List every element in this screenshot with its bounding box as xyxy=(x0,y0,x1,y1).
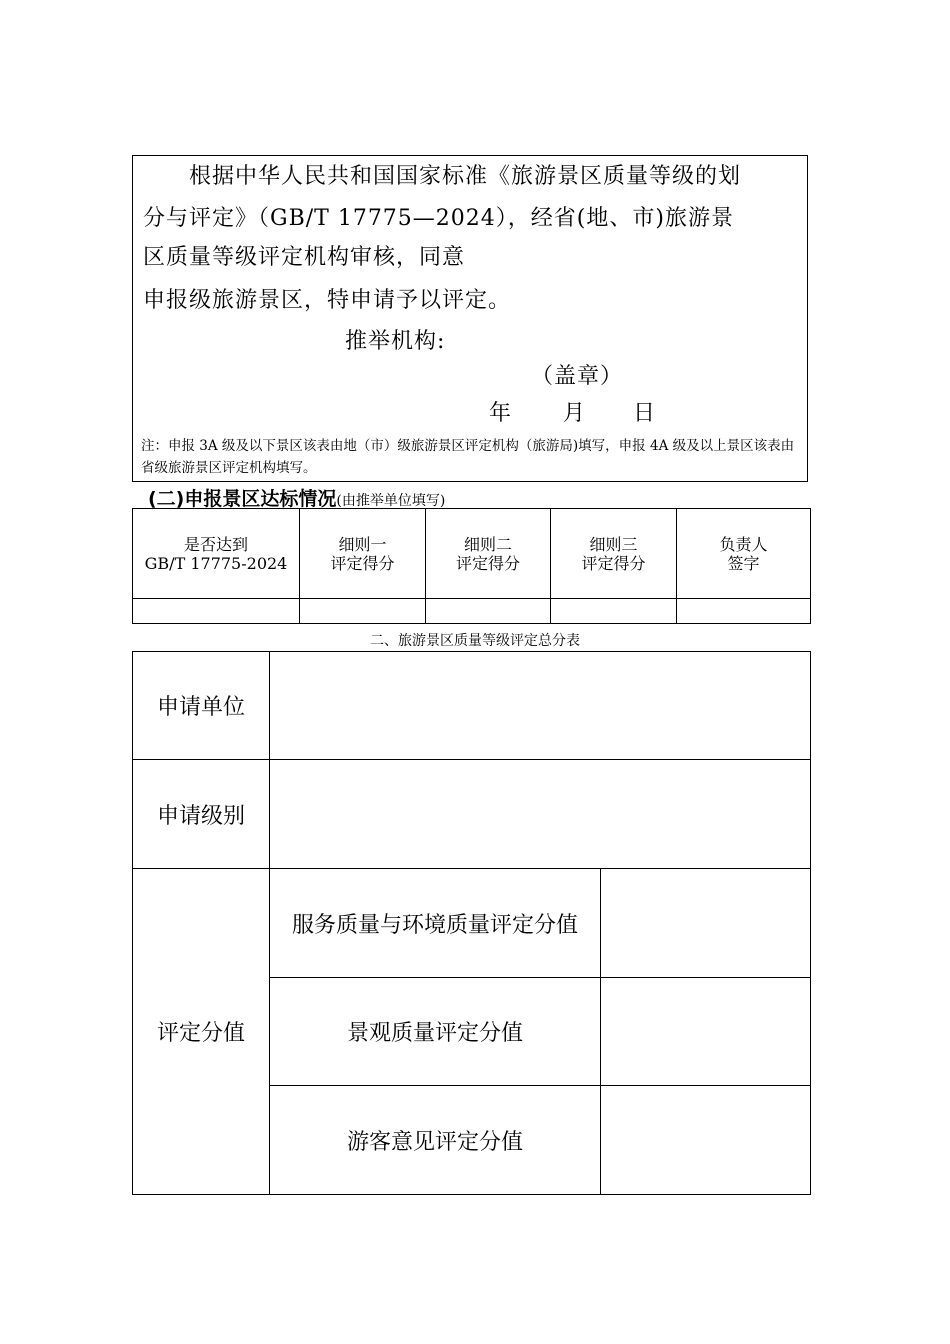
level-label: 申请级别 xyxy=(133,760,270,869)
recommending-org-label: 推举机构: xyxy=(345,329,446,354)
rule-1-score-cell[interactable] xyxy=(300,599,426,624)
section-title xyxy=(148,484,445,511)
level-row xyxy=(133,760,811,869)
rule-2-score-cell[interactable] xyxy=(426,599,551,624)
score-service-value[interactable] xyxy=(601,869,811,978)
date-month: 月 xyxy=(563,401,587,426)
recommendation-line-2: 分与评定》（GB/T 17775—2024），经省(地、市)旅游景 xyxy=(143,206,734,231)
compliance-input-row xyxy=(133,599,811,624)
score-visitor-value[interactable] xyxy=(601,1086,811,1195)
applicant-label: 申请单位 xyxy=(133,652,270,760)
score-landscape-label: 景观质量评定分值 xyxy=(270,978,601,1086)
header-rule-3: 细则三 评定得分 xyxy=(551,509,677,599)
applicant-row xyxy=(133,652,811,760)
rule-3-score-cell[interactable] xyxy=(551,599,677,624)
compliance-header-row xyxy=(133,509,811,599)
seal-label: （盖章） xyxy=(531,364,624,389)
score-landscape-value[interactable] xyxy=(601,978,811,1086)
header-rule-2: 细则二 评定得分 xyxy=(426,509,551,599)
note-text: 注：申报 3A 级及以下景区该表由地（市）级旅游景区评定机构（旅游局)填写，申报 4A 级及以上景区该表由省级旅游景区评定机构填写。 xyxy=(141,438,795,476)
header-compliance: 是否达到 GB/T 17775-2024 xyxy=(133,509,300,599)
section-title-sub: (由推举单位填写) xyxy=(336,493,446,509)
compliance-table xyxy=(132,508,811,624)
score-label: 评定分值 xyxy=(133,869,270,1195)
compliance-cell[interactable] xyxy=(133,599,300,624)
applicant-value-cell[interactable] xyxy=(270,652,811,760)
recommendation-line-3: 区质量等级评定机构审核，同意 xyxy=(143,245,466,270)
signature-cell[interactable] xyxy=(677,599,811,624)
date-year: 年 xyxy=(489,401,513,426)
score-service-label: 服务质量与环境质量评定分值 xyxy=(270,869,601,978)
score-row-service xyxy=(133,869,811,978)
summary-caption: 二、旅游景区质量等级评定总分表 xyxy=(370,633,580,649)
summary-table xyxy=(132,651,811,1195)
recommendation-box xyxy=(132,155,808,482)
header-signature: 负责人 签字 xyxy=(677,509,811,599)
date-day: 日 xyxy=(633,401,657,426)
recommendation-line-4: 申报级旅游景区，特申请予以评定。 xyxy=(143,288,512,313)
level-value-cell[interactable] xyxy=(270,760,811,869)
score-visitor-label: 游客意见评定分值 xyxy=(270,1086,601,1195)
section-title-main: (二)申报景区达标情况 xyxy=(148,488,337,510)
recommendation-line-1: 根据中华人民共和国国家标准《旅游景区质量等级的划 xyxy=(189,164,742,189)
header-rule-1: 细则一 评定得分 xyxy=(300,509,426,599)
